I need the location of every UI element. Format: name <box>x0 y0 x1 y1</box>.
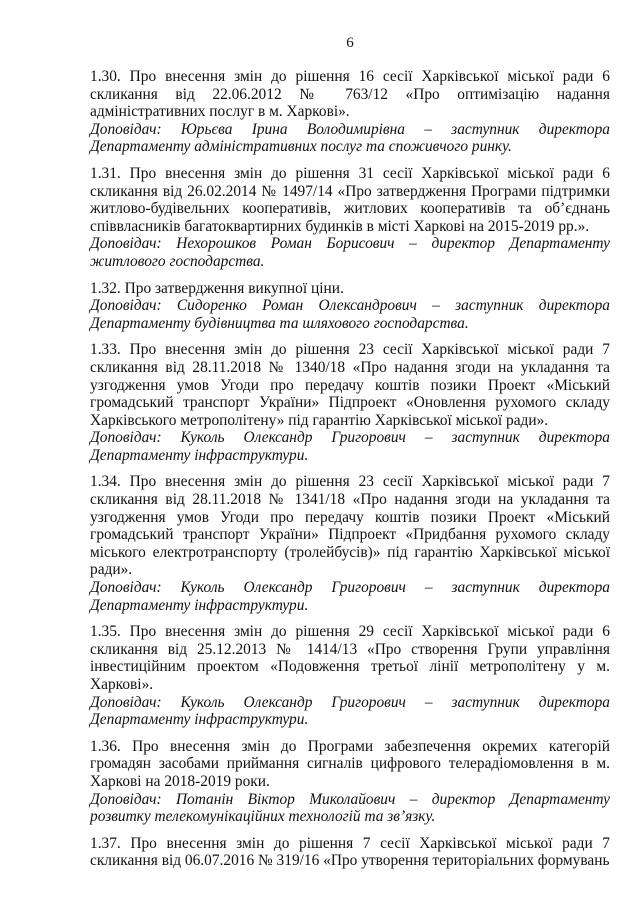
page-number: 6 <box>346 35 354 51</box>
agenda-item-1-30 <box>90 68 610 156</box>
agenda-item-text: 1.32. Про затвердження викупної ціни. <box>90 279 344 297</box>
agenda-item-text: 1.37. Про внесення змін до рішення 7 сесії Харківської міської ради 7 скликання від 06.07.2016 № 319/16 «Про утворення територіальних формувань <box>90 834 610 870</box>
agenda-item-reporter: Доповідач: Сидоренко Роман Олександрович – заступник директора Департаменту будівництва та шляхового господарства. <box>90 297 610 332</box>
agenda-item-text: 1.35. Про внесення змін до рішення 29 сесії Харківської міської ради 6 скликання від 25.12.2013 № 1414/13 «Про створення Групи управління інвестиційним проектом «Подовження третьої лінії метрополітену у м. Харкові». <box>90 623 610 693</box>
agenda-item-reporter: Доповідач: Куколь Олександр Григорович – заступник директора Департаменту інфраструктури. <box>90 693 610 729</box>
agenda-item-1-37 <box>90 835 610 870</box>
agenda-item-text: 1.34. Про внесення змін до рішення 23 сесії Харківської міської ради 7 скликання від 28.11.2018 № 1341/18 «Про надання згоди на укладання та узгодження умов Угоди про передачу коштів позики Проект «Міський громадський транспорт України» Підпроект «Придбання рухомого складу міського електротранспорту (тролейбусів)» під гарантію Харківської міської ради». <box>90 473 610 579</box>
agenda-item-reporter: Доповідач: Потанін Віктор Миколайович – директор Департаменту розвитку телекомунікаційних технологій та зв’язку. <box>90 790 610 826</box>
agenda-item-1-32 <box>90 280 610 333</box>
agenda-item-1-31 <box>90 165 610 271</box>
agenda-item-1-36 <box>90 738 610 826</box>
agenda-item-text: 1.31. Про внесення змін до рішення 31 сесії Харківської міської ради 6 скликання від 26.02.2014 № 1497/14 «Про затвердження Програми підтримки житлово-будівельних кооперативів, житлових кооперативів та об’єднань співвласників багатоквартирних будинків в місті Харкові на 2015-2019 рр.». <box>90 164 610 235</box>
agenda-item-reporter: Доповідач: Юрьєва Ірина Володимирівна – заступник директора Департаменту адміністративних послуг та споживчого ринку. <box>90 120 610 156</box>
agenda-item-reporter: Доповідач: Куколь Олександр Григорович – заступник директора Департаменту інфраструктури. <box>90 429 610 464</box>
agenda-item-text: 1.36. Про внесення змін до Програми забезпечення окремих категорій громадян засобами приймання сигналів цифрового телерадіомовлення в м. Харкові на 2018-2019 роки. <box>90 737 610 790</box>
agenda-item-reporter: Доповідач: Куколь Олександр Григорович – заступник директора Департаменту інфраструктури. <box>90 579 610 614</box>
agenda-item-text: 1.33. Про внесення змін до рішення 23 сесії Харківської міської ради 7 скликання від 28.11.2018 № 1340/18 «Про надання згоди на укладання та узгодження умов Угоди про передачу коштів позики Проект «Міський громадський транспорт України» Підпроект «Оновлення рухомого складу Харківського метрополітену» під гарантію Харківської міської ради». <box>90 341 610 429</box>
agenda-item-1-34 <box>90 473 610 614</box>
agenda-item-1-35 <box>90 623 610 729</box>
document-page <box>90 34 610 879</box>
agenda-item-1-33 <box>90 341 610 464</box>
agenda-item-text: 1.30. Про внесення змін до рішення 16 сесії Харківської міської ради 6 скликання від 22.06.2012 № 763/12 «Про оптимізацію надання адміністративних послуг в м. Харкові». <box>90 68 610 121</box>
agenda-item-reporter: Доповідач: Нехорошков Роман Борисович – директор Департаменту житлового господарства. <box>90 235 610 270</box>
